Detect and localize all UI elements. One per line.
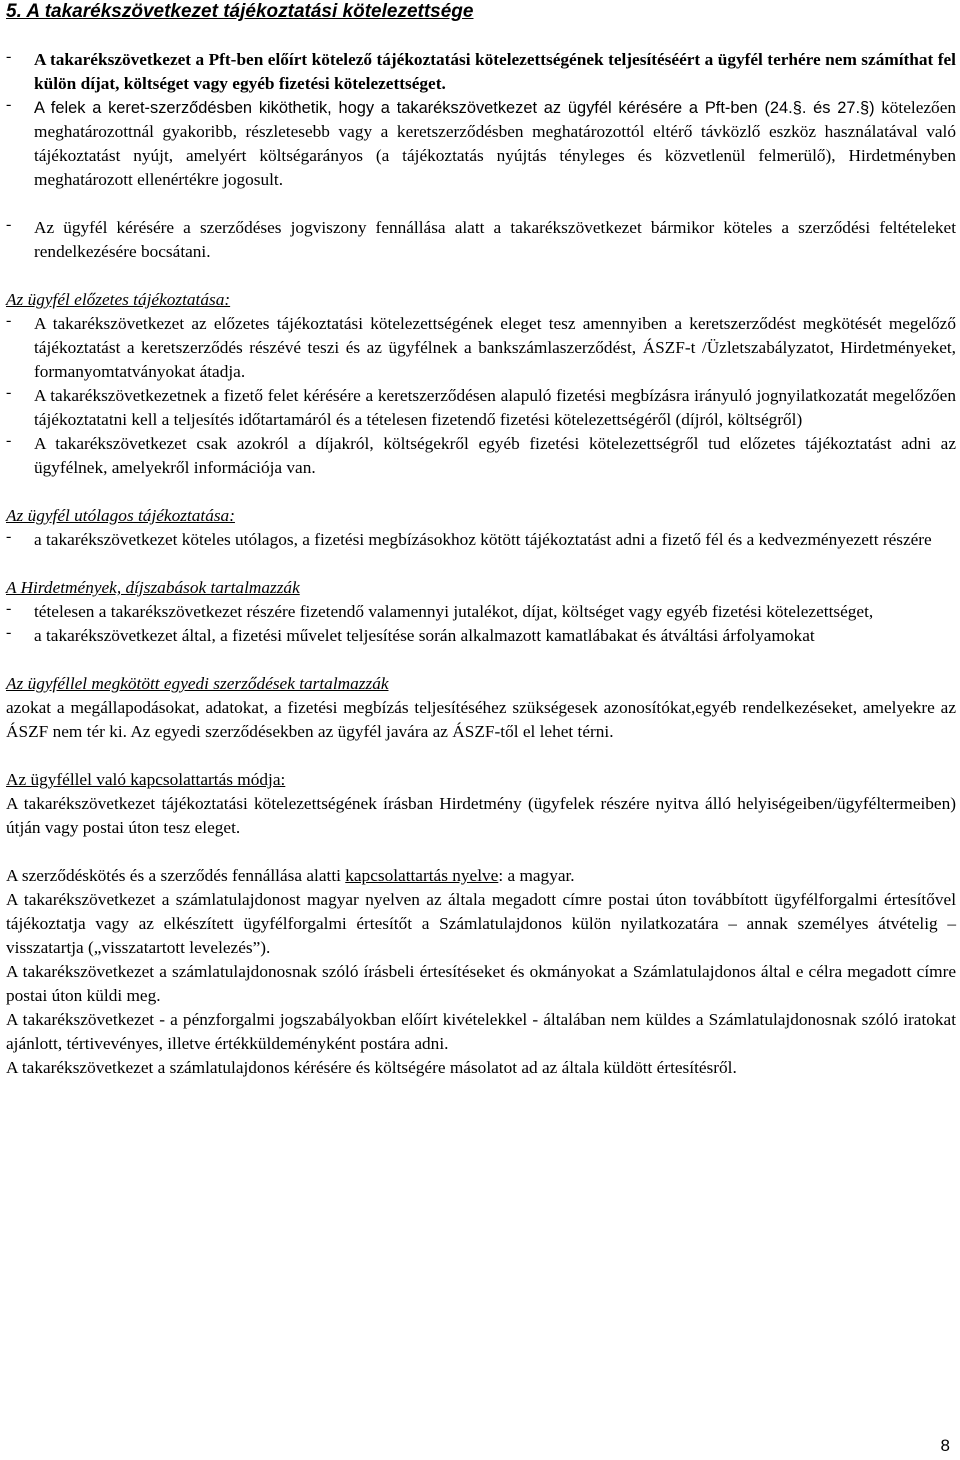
contact-language-text: A szerződéskötés és a szerződés fennállása alatti kapcsolattartás nyelve: a magyar. <box>6 866 575 885</box>
list-item: - Az ügyfél kérésére a szerződéses jogviszony fennállása alatt a takarékszövetkezet bármikor köteles a szerződési feltételeket rendelkezésére bocsátani. <box>6 216 956 264</box>
fee-free-info-text: A takarékszövetkezet a Pft-ben előírt kötelező tájékoztatási kötelezettségének teljesítéséért a ügyfél terhére nem számíthat fel külön díjat, költséget vagy egyéb fizetési kötelezettséget. <box>34 50 956 93</box>
individual-contracts-text: azokat a megállapodásokat, adatokat, a fizetési megbízás teljesítéséhez szükségesek azonosítókat,egyéb rendelkezéseket, amelyekre az ÁSZF nem tér ki. Az egyedi szerződésekben az ügyfél javára az ÁSZF-től el lehet térni. <box>6 698 956 741</box>
contract-terms-text: Az ügyfél kérésére a szerződéses jogviszony fennállása alatt a takarékszövetkezet bármikor köteles a szerződési feltételeket rendelkezésére bocsátani. <box>34 218 956 261</box>
list-item: - A takarékszövetkezet az előzetes tájékoztatási kötelezettségének eleget tesz amennyiben a keretszerződést megkötését megelőző tájékoztatást a keretszerződés részévé teszi és az ügyfélnek a bankszámlaszerződést, ÁSZF-t /Üzletszabályzatot, Hirdetményeket, formanyomtatványokat átadja. <box>6 312 956 381</box>
paragraph: A takarékszövetkezet a számlatulajdonosnak szóló írásbeli értesítéseket és okmányokat a Számlatulajdonos által e célra megadott címre postai úton küldi meg. <box>6 962 956 1005</box>
list-item: - A takarékszövetkezetnek a fizető felet kérésére a keretszerződésen alapuló fizetési megbízásra irányuló jognyilatkozatát megelőzően tájékoztatatni kell a teljesítés időtartamáról és a tételesen fizetendő fizetési kötelezettségéről (díjról, költségről) <box>6 384 956 429</box>
individual-contracts-title: Az ügyféllel megkötött egyedi szerződések tartalmazzák <box>6 674 389 693</box>
list-item: - A felek a keret-szerződésben kiköthetik, hogy a takarékszövetkezet az ügyfél kérésére a Pft-ben (24.§. és 27.§) kötelezően meghatározottnál gyakoribb, részletesebb vagy a keretszerződésben meghatározottól eltérő távközlő eszköz használatával való tájékoztatást nyújt, amelyért költségarányos (a tájékoztatás nyújtás tényleges és közvetlenül felmerülő), Hirdetményben meghatározott ellenértékre jogosult. <box>6 96 956 192</box>
contact-method-title: Az ügyféllel való kapcsolattartás módja: <box>6 770 286 789</box>
list-item: - a takarékszövetkezet által, a fizetési művelet teljesítése során alkalmazott kamatlábakat és átváltási árfolyamokat <box>6 624 815 645</box>
notices-title: A Hirdetmények, díjszabások tartalmazzák <box>6 578 300 597</box>
paragraph: A takarékszövetkezet - a pénzforgalmi jogszabályokban előírt kivételekkel - általában nem küldes a Számlatulajdonosnak szóló iratokat ajánlott, tértivevényes, illetve értékküldeményként postára adni. <box>6 1010 956 1053</box>
prior-info-title: Az ügyfél előzetes tájékoztatása: <box>6 290 231 309</box>
post-info-title: Az ügyfél utólagos tájékoztatása: <box>6 506 235 525</box>
list-item: - a takarékszövetkezet köteles utólagos, a fizetési megbízásokhoz kötött tájékoztatást adni a fizető fél és a kedvezményezett részére <box>6 528 932 549</box>
frame-contract-text: A felek a keret-szerződésben kiköthetik, hogy a takarékszövetkezet az ügyfél kérésére a Pft-ben (24.§. és 27.§) kötelezően meghatározottnál gyakoribb, részletesebb vagy a keretszerződésben meghatározottól eltérő távközlő eszköz használatával való tájékoztatást nyújt, amelyért költségarányos (a tájékoztatás nyújtás tényleges és közvetlenül felmerülő), Hirdetményben meghatározott ellenértékre jogosult. <box>34 98 957 189</box>
list-item: - A takarékszövetkezet a Pft-ben előírt kötelező tájékoztatási kötelezettségének teljesítéséért a ügyfél terhére nem számíthat fel külön díjat, költséget vagy egyéb fizetési kötelezettséget. <box>6 48 956 96</box>
section-heading: 5. A takarékszövetkezet tájékoztatási kötelezettsége <box>6 1 474 22</box>
list-item: - A takarékszövetkezet csak azokról a díjakról, költségekről egyéb fizetési kötelezettségről tud előzetes tájékoztatást adni az ügyfélnek, amelyekről információja van. <box>6 432 956 477</box>
paragraph: A takarékszövetkezet a számlatulajdonost magyar nyelven az általa megadott címre postai úton továbbított ügyfélforgalmi értesítővel tájékoztatja vagy az elkészített ügyfélforgalmi értesítőt a Számlatulajdonos külön nyilatkozatára – annak személyes átvételig – visszatartja („visszatartott levelezés”). <box>6 890 956 957</box>
page-number: 8 <box>940 1436 950 1455</box>
document-page <box>6 0 956 1080</box>
contact-method-text: A takarékszövetkezet tájékoztatási kötelezettségének írásban Hirdetmény (ügyfelek részére nyitva álló helyiségeiben/ügyféltermeiben) útján vagy postai úton tesz eleget. <box>6 794 956 837</box>
list-item: - tételesen a takarékszövetkezet részére fizetendő valamennyi jutalékot, díjat, költséget vagy egyéb fizetési kötelezettséget, <box>6 600 874 621</box>
paragraph: A takarékszövetkezet a számlatulajdonos kérésére és költségére másolatot ad az általa küldött értesítésről. <box>6 1058 737 1077</box>
